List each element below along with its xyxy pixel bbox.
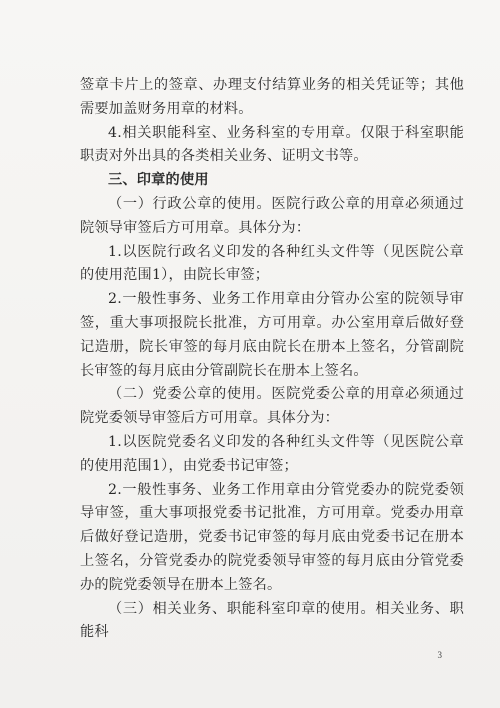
paragraph-party-general-affairs: 2.一般性事务、业务工作用章由分管党委办的院党委领导审签，重大事项报党委书记批准，方可用章。党委办用章后做好登记造册，党委书记审签的每月底由党委书记在册本上签名，分管党委办的院党委领导审签的每月底由分管党委办的院党委领导在册本上签名。 — [80, 481, 464, 593]
paragraph-administrative-general-affairs: 2.一般性事务、业务工作用章由分管办公室的院领导审签，重大事项报院长批准，方可用章。办公室用章后做好登记造册，院长审签的每月底由院长在册本上签名，分管副院长审签的每月底由分管副院长在册本上签名。 — [80, 291, 464, 379]
section-heading-seal-usage: 三、印章的使用 — [108, 172, 209, 189]
document-body — [80, 74, 464, 645]
paragraph-party-seal-usage: （二）党委公章的使用。医院党委公章的用章必须通过院党委领导审签后方可用章。具体分为： — [80, 386, 464, 427]
paragraph-administrative-seal-usage: （一）行政公章的使用。医院行政公章的用章必须通过院领导审签后方可用章。具体分为： — [80, 195, 464, 236]
paragraph-party-red-header-files: 1.以医院党委名义印发的各种红头文件等（见医院公章的使用范围1），由党委书记审签； — [80, 433, 464, 474]
page-number: 3 — [437, 650, 442, 660]
paragraph-administrative-red-header-files: 1.以医院行政名义印发的各种红头文件等（见医院公章的使用范围1），由院长审签； — [80, 243, 464, 284]
paragraph-financial-seal-materials: 签章卡片上的签章、办理支付结算业务的相关凭证等；其他需要加盖财务用章的材料。 — [80, 77, 464, 117]
paragraph-department-seal: 4.相关职能科室、业务科室的专用章。仅限于科室职能职责对外出具的各类相关业务、证明文书等。 — [80, 124, 464, 165]
paragraph-department-seal-usage: （三）相关业务、职能科室印章的使用。相关业务、职能科 — [80, 600, 464, 641]
